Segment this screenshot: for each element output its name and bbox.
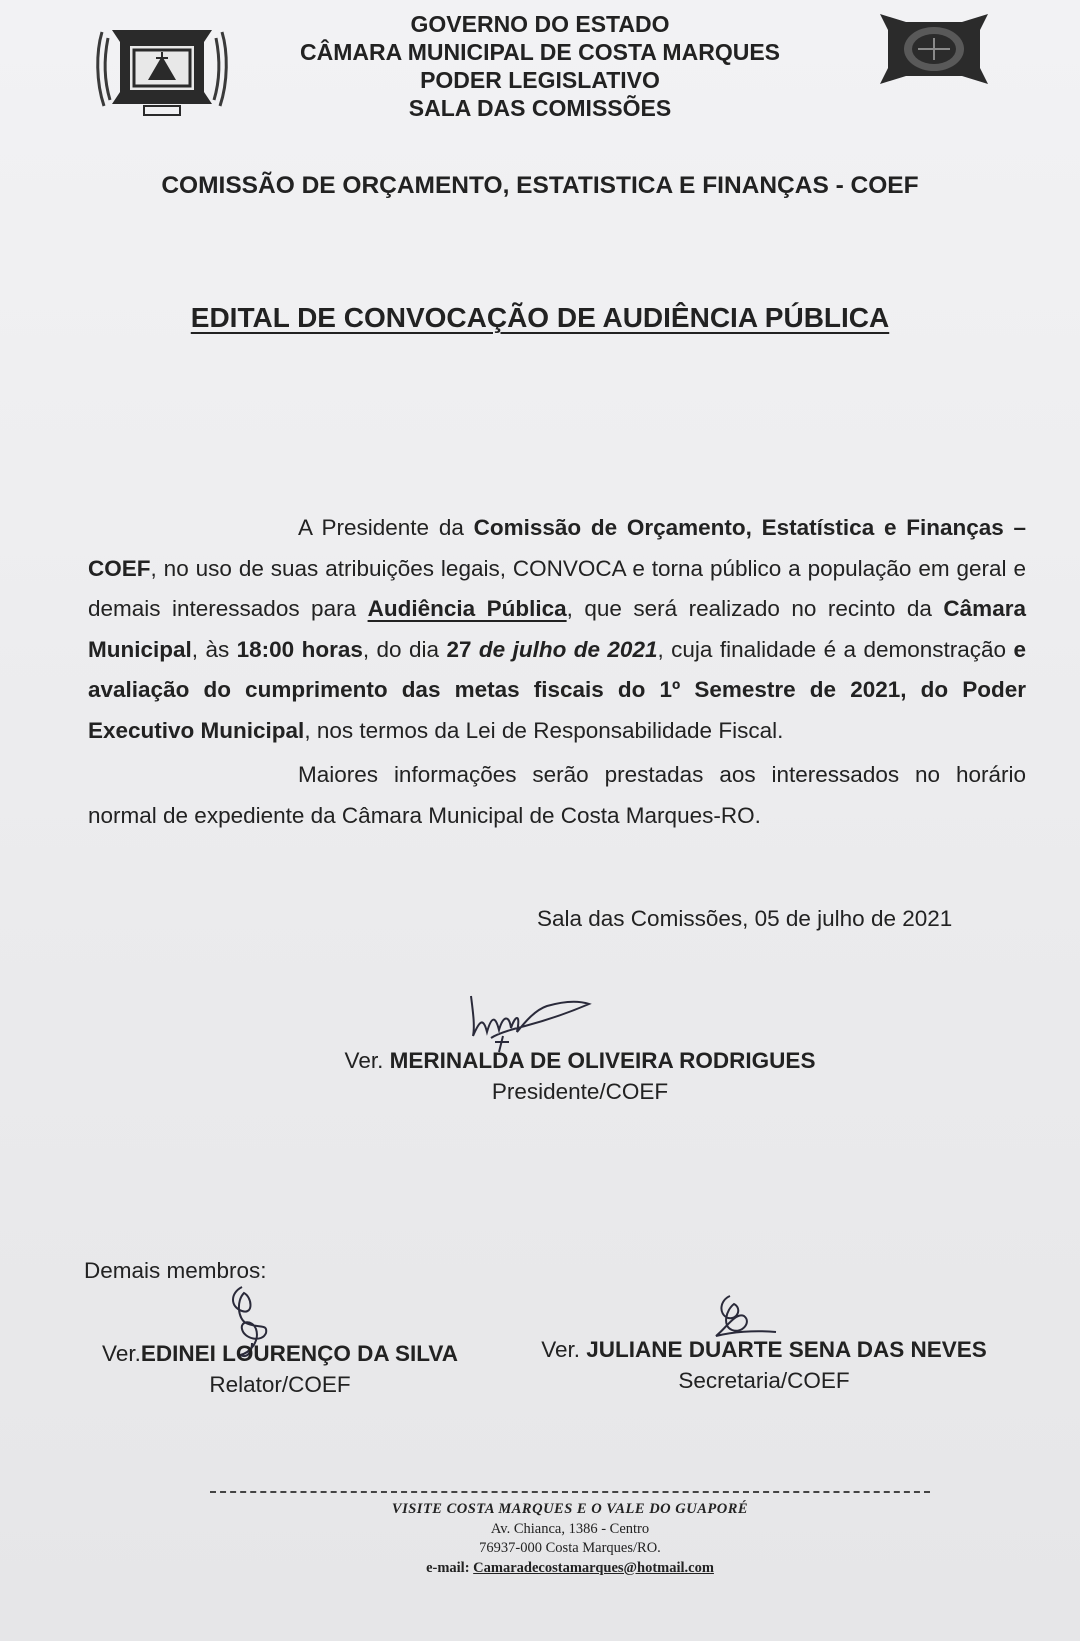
member-name: EDINEI LOURENÇO DA SILVA [140, 1341, 458, 1366]
president-prefix: Ver. [344, 1048, 390, 1073]
bold-run: 27 [446, 636, 479, 662]
footer [210, 1500, 930, 1578]
member-relator [70, 1338, 490, 1400]
document-body [88, 508, 1026, 836]
paragraph-information: Maiores informações serão prestadas aos interessados no horário normal de expediente da Câmara Municipal de Costa Marques-RO. [88, 762, 1026, 828]
president-role: Presidente/COEF [491, 1079, 669, 1104]
left-crest-logo [94, 22, 230, 118]
member-prefix: Ver. [541, 1337, 587, 1362]
footer-visit: VISITE COSTA MARQUES E O VALE DO GUAPORÉ [391, 1501, 749, 1517]
president-name-line [200, 1045, 960, 1076]
text-run: , do dia [362, 636, 447, 662]
footer-email-label: e-mail: [426, 1559, 474, 1576]
committee-heading: COMISSÃO DE ORÇAMENTO, ESTATISTICA E FINANÇAS - COEF [161, 172, 919, 199]
paragraph-convocation [88, 508, 1026, 751]
member-role: Relator/COEF [209, 1372, 351, 1397]
footer-address-2: 76937-000 Costa Marques/RO. [479, 1540, 661, 1556]
footer-divider [210, 1491, 930, 1493]
text-run: , no uso de suas atribuições legais, CONVOCA e torna público a população em geral e demais interessados para [88, 555, 1026, 621]
date-line: Sala das Comissões, 05 de julho de 2021 [537, 906, 953, 931]
footer-address-1: Av. Chianca, 1386 - Centro [490, 1520, 650, 1537]
member-secretaria [510, 1334, 1018, 1396]
header-line-3: PODER LEGISLATIVO [420, 67, 660, 93]
header-line-4: SALA DAS COMISSÕES [408, 95, 672, 121]
document-title-text: EDITAL DE CONVOCAÇÃO DE AUDIÊNCIA PÚBLICA [190, 302, 890, 333]
member-prefix: Ver. [102, 1341, 141, 1366]
member-role: Secretaria/COEF [678, 1368, 850, 1393]
member-name-line [510, 1334, 1018, 1365]
header-line-2: CÂMARA MUNICIPAL DE COSTA MARQUES [299, 39, 780, 65]
footer-email-line [210, 1559, 930, 1579]
bold-run: e avaliação do cumprimento das metas fiscais do 1º Semestre de 2021, do Poder Executivo Municipal [88, 636, 1026, 743]
right-crest-logo [876, 10, 992, 88]
text-run: , às [191, 636, 237, 662]
member-name-line [70, 1338, 490, 1369]
president-signature-block [200, 1045, 960, 1107]
bold-run: 18:00 horas [236, 636, 363, 662]
document-title [60, 302, 1020, 334]
letterhead [230, 10, 850, 122]
footer-email-link[interactable]: Camaradecostamarques@hotmail.com [473, 1559, 714, 1576]
members-label: Demais membros: [84, 1258, 267, 1283]
bold-run: Câmara Municipal [88, 596, 1026, 662]
text-run: , que será realizado no recinto da [566, 596, 944, 621]
header-line-1: GOVERNO DO ESTADO [410, 11, 670, 37]
underlined-bold-run: Audiência Pública [367, 596, 567, 621]
text-run: , cuja finalidade é a demonstração [657, 636, 1014, 662]
bold-run: Comissão de Orçamento, Estatística e Finanças – COEF [88, 515, 1026, 581]
member-name: JULIANE DUARTE SENA DAS NEVES [586, 1337, 987, 1362]
text-run: A Presidente da [298, 515, 474, 540]
text-run: , nos termos da Lei de Responsabilidade Fiscal. [304, 717, 784, 743]
president-name: MERINALDA DE OLIVEIRA RODRIGUES [389, 1048, 816, 1073]
bold-italic-run: de julho de 2021 [478, 636, 658, 662]
